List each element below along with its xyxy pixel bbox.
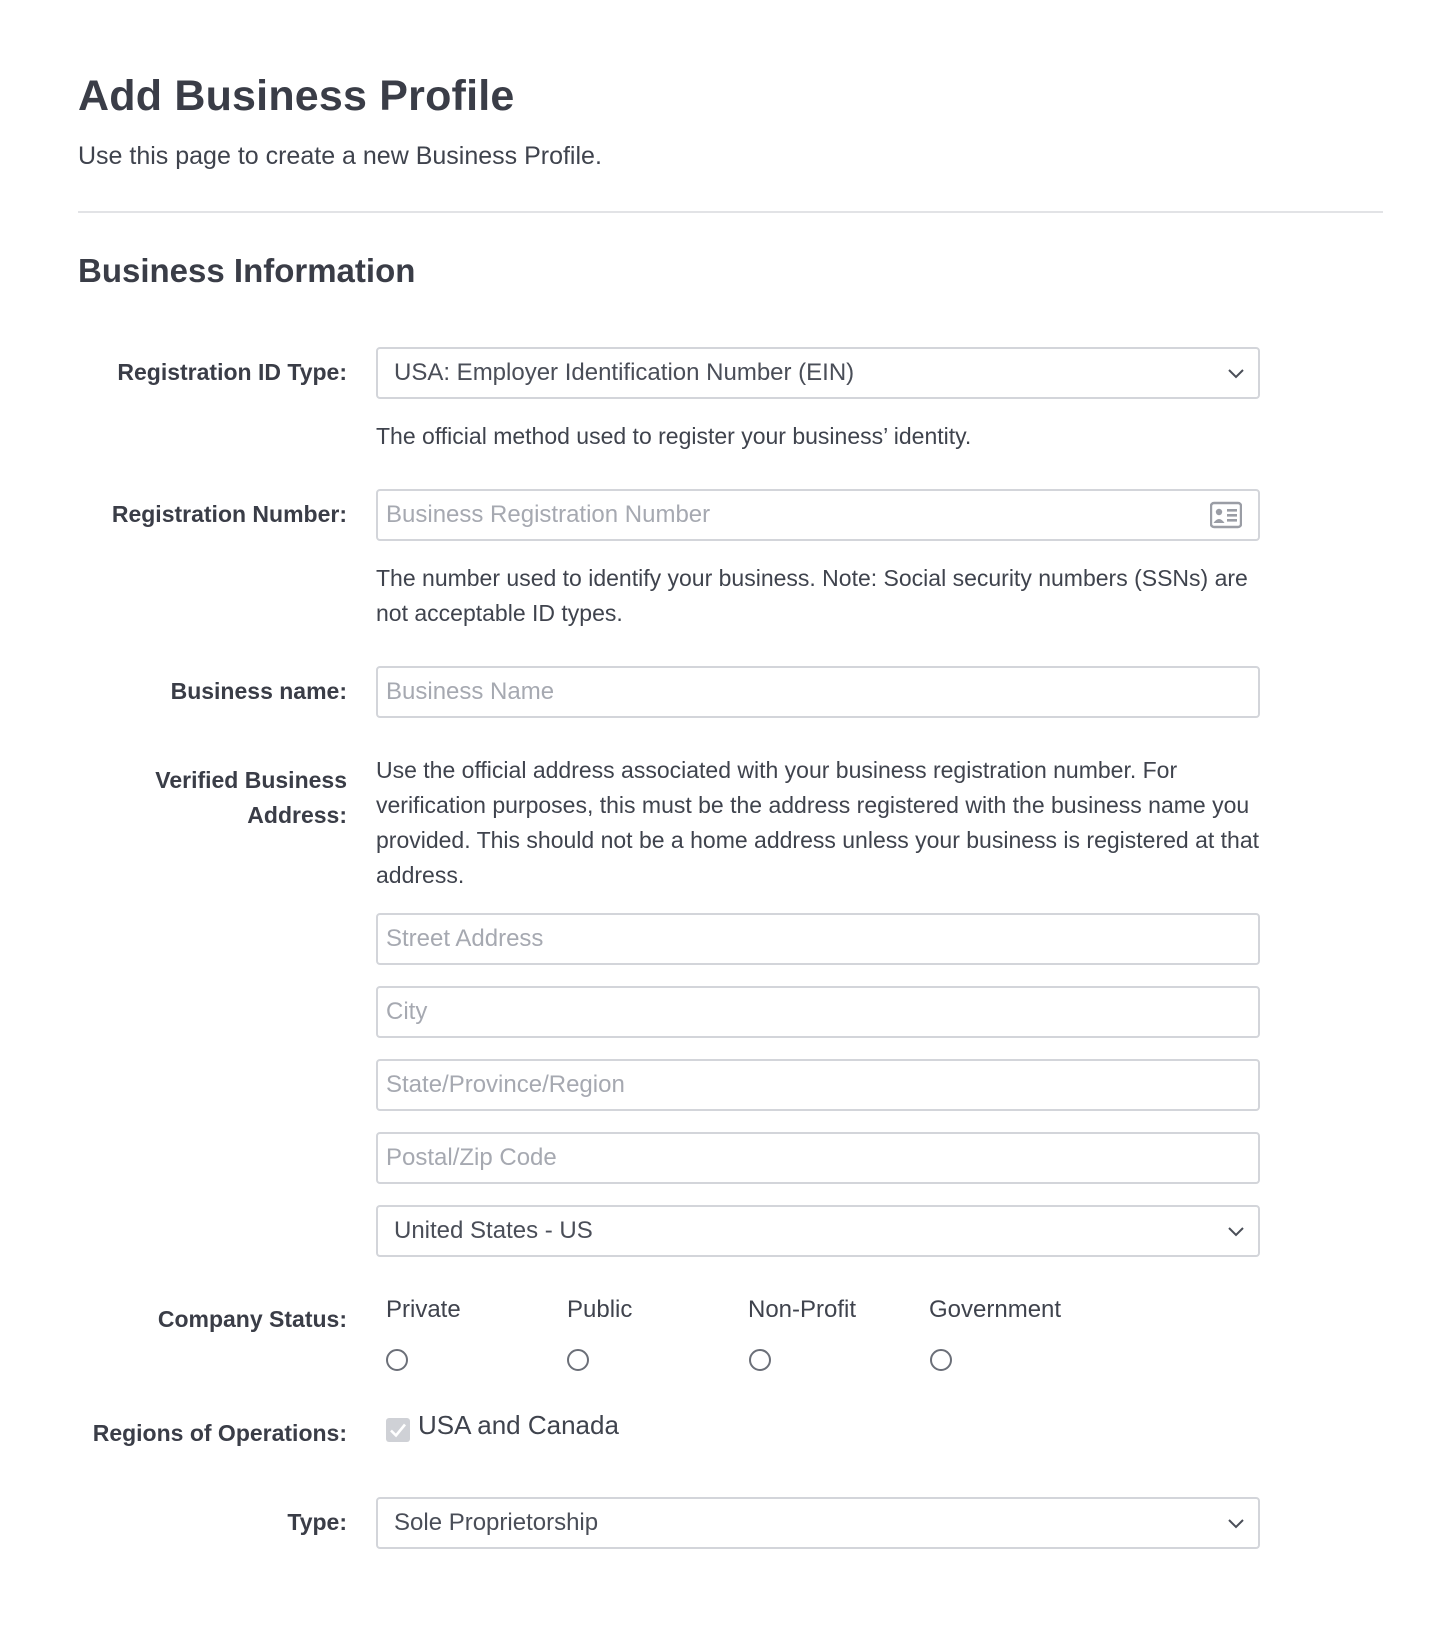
section-title: Business Information [78,252,416,289]
chevron-down-icon [1228,1516,1244,1530]
type-select[interactable] [376,1497,1260,1549]
address-label-line1: Verified Business [155,767,347,793]
city-field [376,986,1260,1038]
radio-label-government: Government [929,1296,1062,1323]
checkmark-icon [386,1418,410,1442]
company-status-label: Company Status: [157,1306,347,1332]
id-card-icon [1210,501,1242,529]
regions-option-label: USA and Canada [418,1410,619,1440]
country-value: United States - US [394,1217,593,1244]
radio-option-private [386,1293,556,1327]
regions-checkbox[interactable] [386,1418,410,1442]
registration-id-type-value: USA: Employer Identification Number (EIN) [394,359,855,386]
radio-label-non-profit: Non-Profit [748,1296,857,1323]
chevron-down-icon [1228,366,1244,380]
page-subtitle: Use this page to create a new Business Profile. [78,142,602,170]
registration-id-type-select[interactable] [376,347,1260,399]
radio-label-public: Public [567,1296,633,1323]
postal-code-field [376,1132,1260,1184]
registration-id-type-help: The official method used to register your business’ identity. [376,423,972,449]
street-address-input[interactable] [378,915,1258,963]
business-name-field [376,666,1260,718]
address-label-line2: Address: [247,802,347,828]
registration-number-help: The number used to identify your business. Note: Social security numbers (SSNs) are not acceptable ID types. [376,565,1248,626]
radio-private[interactable] [386,1349,408,1371]
street-address-field [376,913,1260,965]
city-input[interactable] [378,988,1258,1036]
registration-number-input[interactable] [378,491,1258,539]
chevron-down-icon [1228,1224,1244,1238]
state-input[interactable] [378,1061,1258,1109]
business-name-input[interactable] [378,668,1258,716]
radio-option-non-profit [748,1293,918,1327]
country-select[interactable] [376,1205,1260,1257]
header-divider [78,211,1383,213]
address-help: Use the official address associated with your business registration number. For verification purposes, this must be the address registered with the business name you provided. This should not be a home address unless your business is registered at that address. [376,757,1260,888]
page-title: Add Business Profile [78,72,515,120]
postal-code-input[interactable] [378,1134,1258,1182]
registration-id-type-label: Registration ID Type: [117,359,347,385]
business-name-label: Business name: [170,678,347,704]
registration-number-field [376,489,1260,541]
regions-label: Regions of Operations: [92,1420,347,1446]
radio-label-private: Private [386,1296,461,1323]
radio-public[interactable] [567,1349,589,1371]
radio-option-government [929,1293,1099,1327]
state-field [376,1059,1260,1111]
type-label: Type: [287,1509,347,1535]
radio-non-profit[interactable] [749,1349,771,1371]
type-value: Sole Proprietorship [394,1509,599,1536]
registration-number-label: Registration Number: [111,501,347,527]
radio-option-public [567,1293,737,1327]
radio-government[interactable] [930,1349,952,1371]
